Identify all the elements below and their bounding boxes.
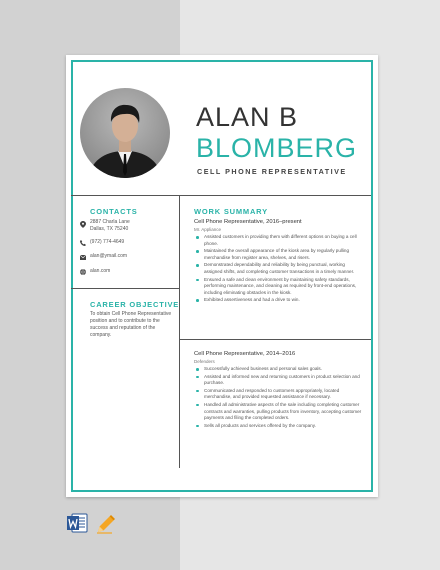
job-2-bullets xyxy=(186,366,364,430)
email-icon xyxy=(80,255,86,261)
list-item: Sells all products and services offered by the company. xyxy=(186,423,364,430)
company-1: Mr. Appliance xyxy=(194,227,222,232)
list-item: Successfully achieved business and personal sales goals. xyxy=(186,366,364,373)
job-1-bullets xyxy=(186,234,364,305)
job-divider xyxy=(179,339,371,340)
pages-app-icon[interactable] xyxy=(94,512,116,534)
list-item: Communicated and responded to customers appropriately, located merchandise, and provided requested assistance if necessary. xyxy=(186,388,364,401)
header-divider xyxy=(71,195,371,196)
left-section-divider xyxy=(71,288,179,289)
career-objective-text: To obtain Cell Phone Representative position and to contribute to the success and reputation of the company. xyxy=(90,311,172,338)
email-address[interactable]: alan@ymail.com xyxy=(90,253,128,259)
website[interactable]: alan.com xyxy=(90,268,111,274)
job-title-1: Cell Phone Representative, 2016–present xyxy=(194,219,302,225)
address-line2: Dallas, TX 75240 xyxy=(90,226,129,232)
list-item: Ensured a safe and clean environment by maintaining safety standards, performing maintenance, and cleaning as required by front-end operations, including eliminating obstacles in the kiosk. xyxy=(186,277,364,297)
globe-icon xyxy=(80,269,86,275)
name-first: ALAN B xyxy=(196,102,299,132)
list-item: Demonstrated dependability and reliability by being punctual, working assigned shifts, and completing customer transactions in a timely manner. xyxy=(186,262,364,275)
list-item: Handled all administrative aspects of the sale including completing customer contracts and warranties, pulling products from inventory, accepting customer payments and filing the completed orders. xyxy=(186,402,364,422)
phone-icon xyxy=(80,240,86,246)
resume-document xyxy=(66,55,378,497)
company-2: Defenders xyxy=(194,359,215,364)
profile-photo xyxy=(80,88,170,178)
list-item: Maintained the overall appearance of the kiosk area by regularly pulling merchandise from register area, shelves, and risers. xyxy=(186,248,364,261)
list-item: Assisted customers in providing them with different options on buying a cell phone. xyxy=(186,234,364,247)
list-item: Exhibited assertiveness and had a drive to win. xyxy=(186,297,364,304)
column-divider xyxy=(179,195,180,468)
phone-number: (972) 774-4649 xyxy=(90,239,125,245)
list-item: Assisted and informed new and returning customers in product selection and purchase. xyxy=(186,374,364,387)
address-line1: 2887 Charla Lane xyxy=(90,219,130,225)
career-objective-heading: CAREER OBJECTIVE xyxy=(90,300,180,309)
word-app-icon[interactable] xyxy=(66,512,88,534)
location-pin-icon xyxy=(80,221,86,227)
job-title-2: Cell Phone Representative, 2014–2016 xyxy=(194,351,296,357)
job-role: CELL PHONE REPRESENTATIVE xyxy=(197,167,347,176)
name-last: BLOMBERG xyxy=(196,133,358,163)
work-summary-heading: WORK SUMMARY xyxy=(194,207,268,216)
contacts-heading: CONTACTS xyxy=(90,207,138,216)
